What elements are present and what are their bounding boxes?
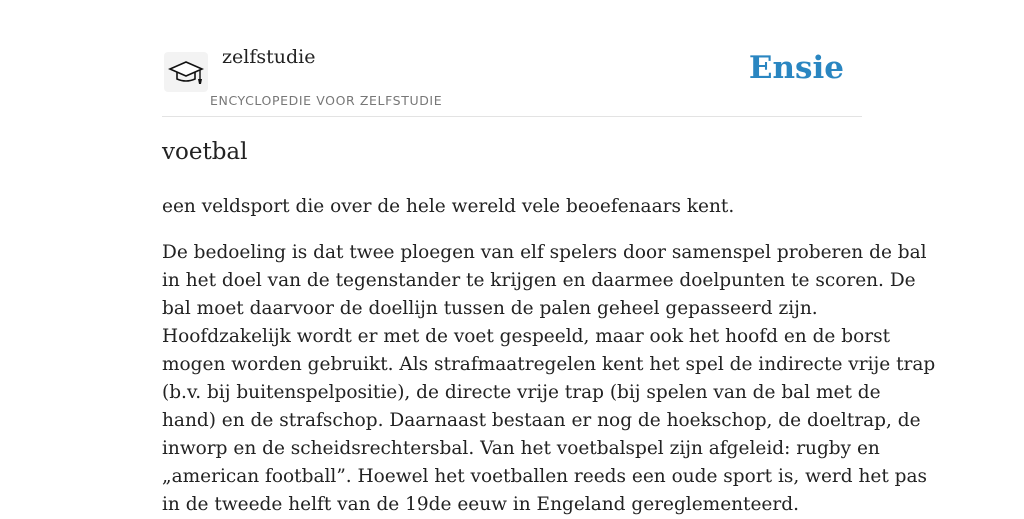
article-body-line: bal moet daarvoor de doellijn tussen de palen geheel gepasseerd zijn. <box>162 298 818 319</box>
site-tagline: ENCYCLOPEDIE VOOR ZELFSTUDIE <box>210 93 443 108</box>
article-body-line: De bedoeling is dat twee ploegen van elf spelers door samenspel proberen de bal <box>162 242 927 263</box>
article-intro: een veldsport die over de hele wereld vele beoefenaars kent. <box>162 196 735 217</box>
article-body-line: in het doel van de tegenstander te krijgen en daarmee doelpunten te scoren. De <box>162 270 916 291</box>
graduation-cap-icon[interactable] <box>164 52 208 92</box>
article-body <box>162 239 936 519</box>
article-body-line: mogen worden gebruikt. Als strafmaatregelen kent het spel de indirecte vrije trap <box>162 354 936 375</box>
site-header <box>162 40 862 117</box>
page-title: voetbal <box>162 139 248 165</box>
article-body-line: „american football”. Hoewel het voetballen reeds een oude sport is, werd het pas <box>162 466 928 487</box>
article-body-line: in de tweede helft van de 19de eeuw in Engeland gereglementeerd. <box>162 494 799 515</box>
article-body-line: inworp en de scheidsrechtersbal. Van het voetbalspel zijn afgeleid: rugby en <box>162 438 880 459</box>
article-body-line: Hoofdzakelijk wordt er met de voet gespeeld, maar ook het hoofd en de borst <box>162 326 891 347</box>
brand-logo-link[interactable]: Ensie <box>748 50 844 86</box>
site-name[interactable]: zelfstudie <box>222 46 316 68</box>
article-body-line: hand) en de strafschop. Daarnaast bestaan er nog de hoekschop, de doeltrap, de <box>162 410 921 431</box>
article-body-line: (b.v. bij buitenspelpositie), de directe vrije trap (bij spelen van de bal met de <box>162 382 881 403</box>
